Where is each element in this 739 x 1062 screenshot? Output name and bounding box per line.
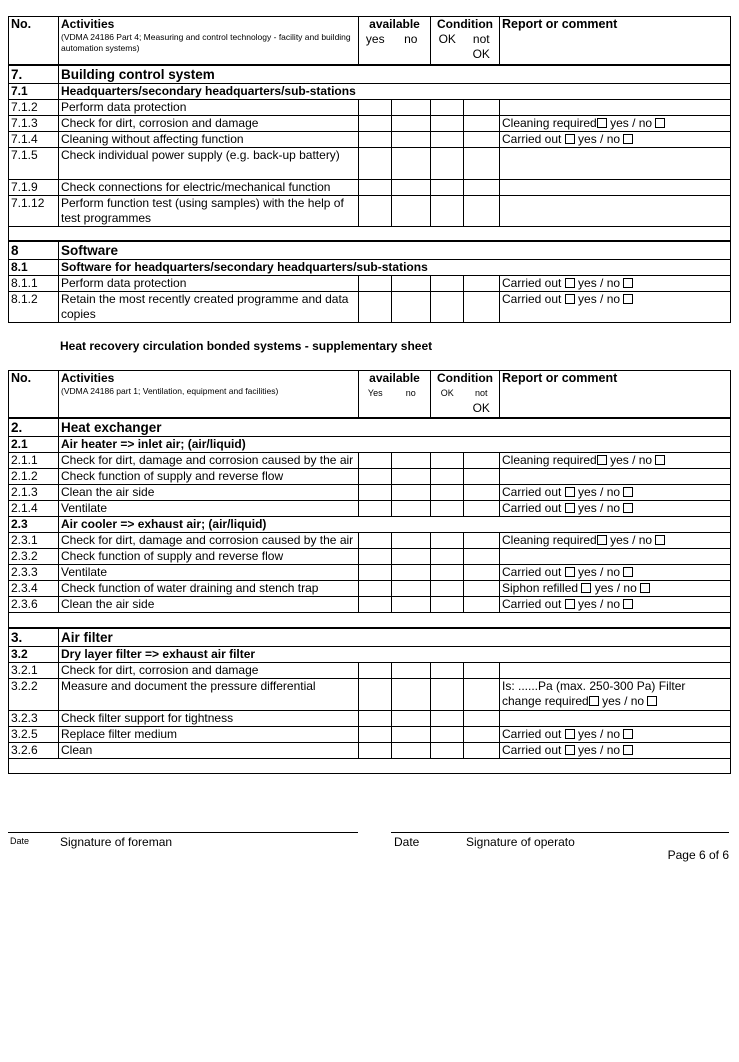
checklist-table-building-control [8, 16, 731, 323]
table-row: 3.2.6 Clean Carried out yes / no [9, 742, 731, 758]
activities-standard: (VDMA 24186 part 1; Ventilation, equipment and facilities) [61, 386, 279, 396]
row-num: 7.1 [9, 83, 59, 99]
row-num: 8.1 [9, 260, 59, 276]
page-number: Page 6 of 6 [667, 848, 729, 862]
checkbox-icon [623, 134, 633, 144]
condition-subheader [431, 386, 499, 417]
checkbox-icon [623, 278, 633, 288]
row-num: 3. [9, 628, 59, 647]
checkbox-icon [565, 294, 575, 304]
checkbox-icon [655, 535, 665, 545]
checkbox-icon [565, 503, 575, 513]
col-header-activities [59, 17, 359, 65]
date-label-1: Date [10, 836, 30, 846]
col-header-available [359, 17, 431, 65]
table-row: 3.2.1 Check for dirt, corrosion and damage [9, 662, 731, 678]
operator-signature-line[interactable] [391, 832, 729, 833]
table-row: 3.2.5 Replace filter medium Carried out yes / no [9, 726, 731, 742]
col-header-condition [431, 371, 500, 419]
table-row: 7.1.3 Check for dirt, corrosion and damage Cleaning required yes / no [9, 115, 731, 131]
table-row: 2.3.4 Check function of water draining and stench trap Siphon refilled yes / no [9, 581, 731, 597]
checkbox-icon [623, 487, 633, 497]
ok-label: OK [440, 388, 454, 398]
row-num: 2.3 [9, 517, 59, 533]
checkbox-icon [647, 696, 657, 706]
condition-label: Condition [437, 17, 493, 31]
activities-title: Activities [61, 17, 115, 31]
subsection-title: Headquarters/secondary headquarters/sub-stations [59, 83, 731, 99]
table-row: 2.1.2 Check function of supply and reverse flow [9, 469, 731, 485]
subsection-title: Software for headquarters/secondary headquarters/sub-stations [59, 260, 731, 276]
table-row: 7.1.4 Cleaning without affecting function Carried out yes / no [9, 131, 731, 147]
row-num: 8 [9, 241, 59, 260]
checkbox-icon [589, 696, 599, 706]
checkbox-icon [623, 503, 633, 513]
checkbox-icon [623, 729, 633, 739]
condition-subheader [431, 32, 499, 62]
checkbox-icon [565, 729, 575, 739]
date-label-2: Date [394, 835, 420, 849]
table-row: 2.3.1 Check for dirt, damage and corrosion caused by the air Cleaning required yes / no [9, 533, 731, 549]
table-row: 7.1.9 Check connections for electric/mechanical function [9, 179, 731, 195]
row-num: 7. [9, 65, 59, 84]
table-row: 8.1.2 Retain the most recently created programme and data copies Carried out yes / no [9, 292, 731, 323]
checkbox-icon [565, 745, 575, 755]
table-row: 2.1.4 Ventilate Carried out yes / no [9, 501, 731, 517]
spacer-row [9, 226, 731, 241]
foreman-signature-line[interactable] [8, 832, 358, 833]
activities-standard: (VDMA 24186 Part 4; Measuring and control technology - facility and building automation systems) [61, 32, 351, 53]
checkbox-icon [655, 455, 665, 465]
row-num: 2.1 [9, 437, 59, 453]
table-row: 7.1.5 Check individual power supply (e.g. back-up battery) [9, 147, 731, 179]
checkbox-icon [565, 599, 575, 609]
checkbox-icon [597, 118, 607, 128]
col-header-activities [59, 371, 359, 419]
section-title: Software [59, 241, 731, 260]
condition-label: Condition [437, 371, 493, 385]
row-num: 2. [9, 418, 59, 437]
available-label: available [369, 371, 420, 385]
col-header-condition [431, 17, 500, 65]
table-row: 2.3.3 Ventilate Carried out yes / no [9, 565, 731, 581]
checklist-table-heat-recovery [8, 370, 731, 774]
table-row: 2.3.2 Check function of supply and reverse flow [9, 549, 731, 565]
yes-label: yes [365, 32, 385, 46]
checkbox-icon [565, 278, 575, 288]
subsection-title: Air heater => inlet air; (air/liquid) [59, 437, 731, 453]
col-header-no: No. [9, 371, 59, 419]
checkbox-icon [565, 487, 575, 497]
checkbox-icon [655, 118, 665, 128]
foreman-signature-label: Signature of foreman [60, 835, 173, 849]
spacer-row [9, 613, 731, 628]
section-title: Heat exchanger [59, 418, 731, 437]
table-row: 7.1.2 Perform data protection [9, 99, 731, 115]
activities-title: Activities [61, 371, 115, 385]
not-ok-label: not OK [472, 32, 490, 61]
subsection-title: Air cooler => exhaust air; (air/liquid) [59, 517, 731, 533]
checkbox-icon [623, 567, 633, 577]
not-ok-label: not OK [472, 388, 490, 415]
subsection-title: Dry layer filter => exhaust air filter [59, 646, 731, 662]
checkbox-icon [623, 294, 633, 304]
table-row: 7.1.12 Perform function test (using samples) with the help of test programmes [9, 195, 731, 226]
available-subheader [359, 32, 430, 47]
yes-label: Yes [367, 388, 383, 398]
spacer-row [9, 758, 731, 773]
operator-signature-label: Signature of operato [466, 835, 575, 849]
checkbox-icon [597, 535, 607, 545]
col-header-available [359, 371, 431, 419]
table-row: 2.3.6 Clean the air side Carried out yes / no [9, 597, 731, 613]
row-num: 3.2 [9, 646, 59, 662]
no-label: no [404, 32, 418, 46]
checkbox-icon [565, 567, 575, 577]
checkbox-icon [597, 455, 607, 465]
no-label: no [405, 388, 416, 398]
checkbox-icon [581, 583, 591, 593]
table-row: 3.2.2 Measure and document the pressure differential Is: ......Pa (max. 250-300 Pa) Filter change required yes / no [9, 678, 731, 710]
ok-label: OK [438, 32, 456, 46]
available-subheader [359, 386, 430, 401]
checkbox-icon [623, 599, 633, 609]
section-title: Air filter [59, 628, 731, 647]
checkbox-icon [640, 583, 650, 593]
checkbox-icon [565, 134, 575, 144]
col-header-no: No. [9, 17, 59, 65]
table-row: 3.2.3 Check filter support for tightness [9, 710, 731, 726]
table-row: 2.1.3 Clean the air side Carried out yes / no [9, 485, 731, 501]
supplementary-sheet-title: Heat recovery circulation bonded systems - supplementary sheet [60, 339, 433, 353]
section-title: Building control system [59, 65, 731, 84]
available-label: available [369, 17, 420, 31]
col-header-report: Report or comment [500, 371, 731, 419]
table-row: 2.1.1 Check for dirt, damage and corrosion caused by the air Cleaning required yes / no [9, 453, 731, 469]
col-header-report: Report or comment [500, 17, 731, 65]
checkbox-icon [623, 745, 633, 755]
table-row: 8.1.1 Perform data protection Carried out yes / no [9, 276, 731, 292]
